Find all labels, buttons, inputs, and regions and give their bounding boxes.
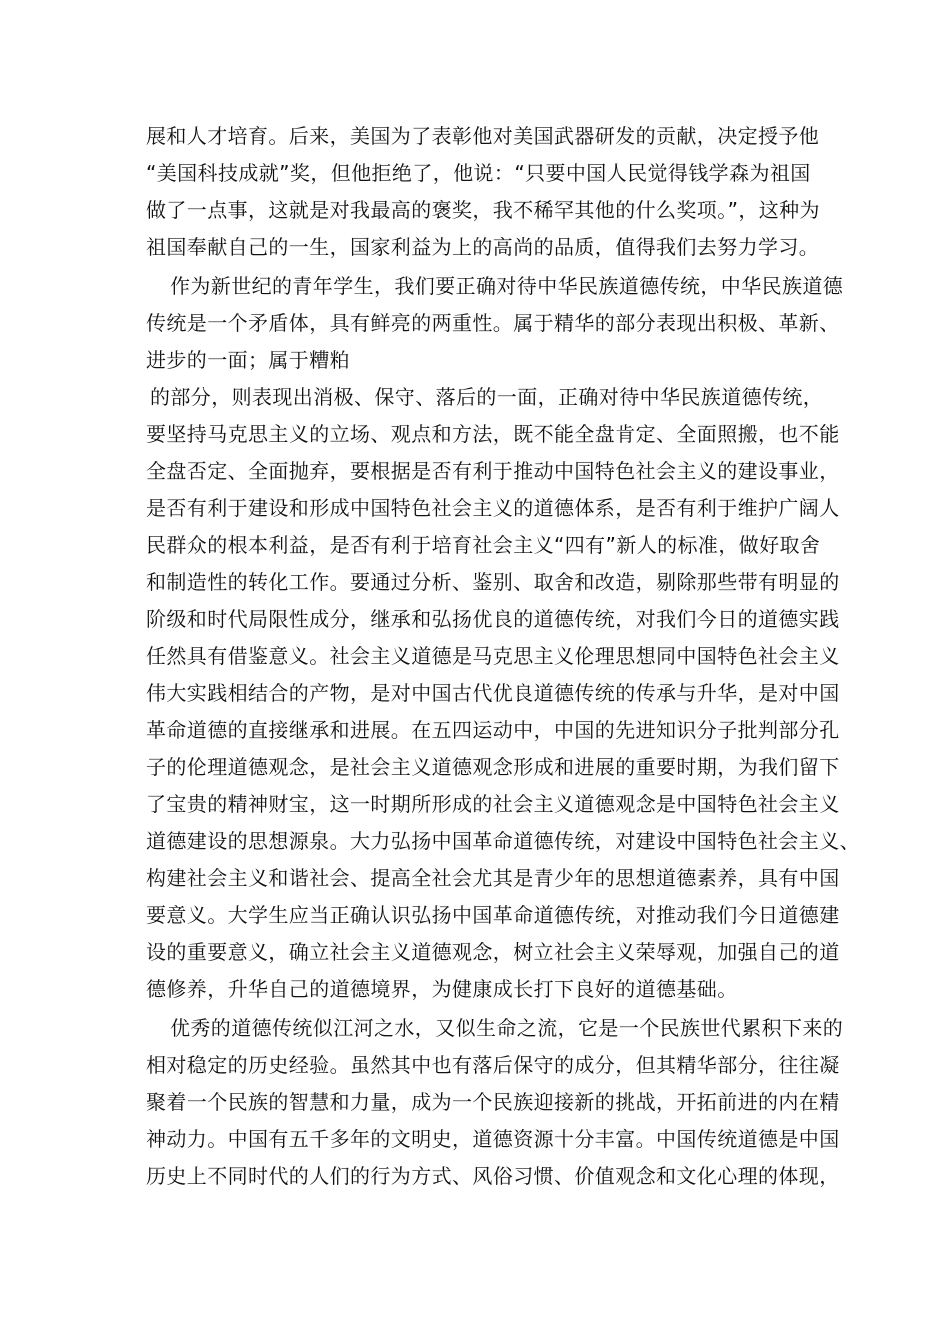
- text-line: 全盘否定、全面抛弃，要根据是否有利于推动中国特色社会主义的建设事业，: [146, 459, 840, 483]
- text-line: 要意义。大学生应当正确认识弘扬中国革命道德传统，对推动我们今日道德建: [146, 903, 840, 927]
- text-line: 革命道德的直接继承和进展。在五四运动中，中国的先进知识分子批判部分孔: [146, 718, 840, 742]
- text-line: 进步的一面；属于糟粕: [146, 348, 350, 372]
- text-line: 是否有利于建设和形成中国特色社会主义的道德体系，是否有利于维护广阔人: [146, 496, 840, 520]
- paragraph-first-line: 作为新世纪的青年学生，我们要正确对待中华民族道德传统，中华民族道德: [170, 274, 844, 298]
- text-line: 设的重要意义，确立社会主义道德观念，树立社会主义荣辱观，加强自己的道: [146, 940, 840, 964]
- text-line: 相对稳定的历史经验。虽然其中也有落后保守的成分，但其精华部分，往往凝: [146, 1053, 840, 1077]
- text-line: 了宝贵的精神财宝，这一时期所形成的社会主义道德观念是中国特色社会主义: [146, 792, 840, 816]
- text-line: 道德建设的思想源泉。大力弘扬中国革命道德传统，对建设中国特色社会主义、: [146, 829, 860, 853]
- text-line: “美国科技成就”奖，但他拒绝了，他说：“只要中国人民觉得钱学森为祖国: [146, 161, 811, 185]
- text-line: 任然具有借鉴意义。社会主义道德是马克思主义伦理思想同中国特色社会主义: [146, 644, 840, 668]
- text-line: 聚着一个民族的智慧和力量，成为一个民族迎接新的挑战，开拓前进的内在精: [146, 1090, 840, 1114]
- text-line: 民群众的根本利益，是否有利于培育社会主义“四有”新人的标准，做好取舍: [146, 533, 821, 557]
- text-line: 做了一点事，这就是对我最高的褒奖，我不稀罕其他的什么奖项。”，这种为: [146, 198, 820, 222]
- text-line: 和制造性的转化工作。要通过分析、鉴别、取舍和改造，剔除那些带有明显的: [146, 570, 840, 594]
- text-line: 的部分，则表现出消极、保守、落后的一面，正确对待中华民族道德传统，: [150, 385, 824, 409]
- text-line: 德修养，升华自己的道德境界，为健康成长打下良好的道德基础。: [146, 977, 738, 1001]
- text-line: 要坚持马克思主义的立场、观点和方法，既不能全盘肯定、全面照搬，也不能: [146, 422, 840, 446]
- text-line: 传统是一个矛盾体，具有鲜亮的两重性。属于精华的部分表现出积极、革新、: [146, 311, 840, 335]
- text-line: 展和人才培育。后来，美国为了表彰他对美国武器研发的贡献，决定授予他: [146, 124, 820, 148]
- text-line: 阶级和时代局限性成分，继承和弘扬优良的道德传统，对我们今日的道德实践: [146, 607, 840, 631]
- text-line: 子的伦理道德观念，是社会主义道德观念形成和进展的重要时期，为我们留下: [146, 755, 840, 779]
- text-line: 祖国奉献自己的一生，国家利益为上的高尚的品质，值得我们去努力学习。: [146, 235, 820, 259]
- text-line: 伟大实践相结合的产物，是对中国古代优良道德传统的传承与升华，是对中国: [146, 681, 840, 705]
- text-line: 历史上不同时代的人们的行为方式、风俗习惯、价值观念和文化心理的体现，: [146, 1164, 840, 1188]
- paragraph-first-line: 优秀的道德传统似江河之水，又似生命之流，它是一个民族世代累积下来的: [170, 1016, 844, 1040]
- text-line: 构建社会主义和谐社会、提高全社会尤其是青少年的思想道德素养，具有中国: [146, 866, 840, 890]
- text-line: 神动力。中国有五千多年的文明史，道德资源十分丰富。中国传统道德是中国: [146, 1127, 840, 1151]
